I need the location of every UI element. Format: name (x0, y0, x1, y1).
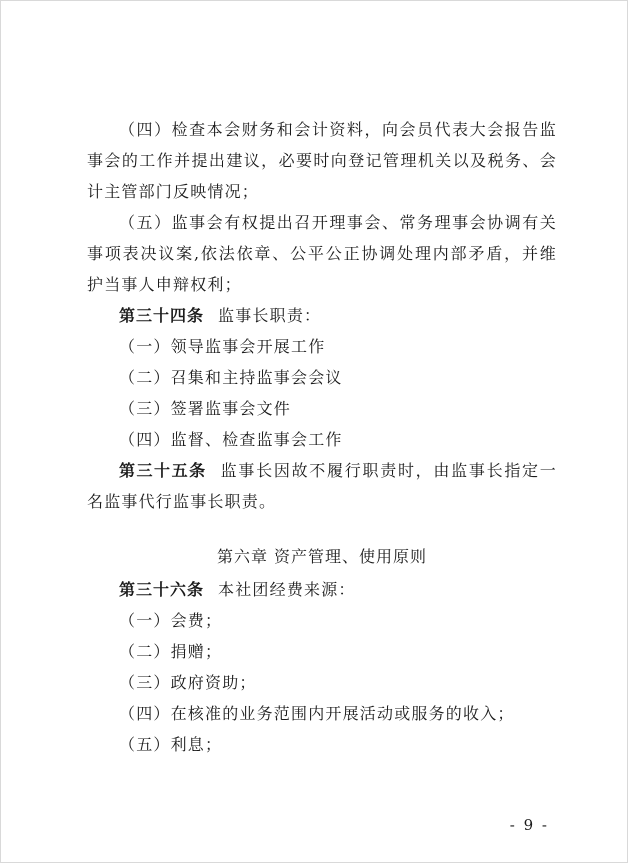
article-36 (87, 574, 557, 605)
clause-4-paragraph: （四）检查本会财务和会计资料，向会员代表大会报告监事会的工作并提出建议，必要时向登记管理机关以及税务、会计主管部门反映情况； (87, 120, 557, 201)
article-36-item: （五）利息； (119, 735, 223, 754)
chapter-6-title: 第六章 资产管理、使用原则 (216, 547, 428, 566)
article-35-text: 监事长因故不履行职责时，由监事长指定一名监事代行监事长职责。 (87, 461, 557, 511)
article-34-text: 监事长职责： (218, 306, 322, 325)
article-35-heading: 第三十五条 (119, 461, 207, 480)
article-36-item: （三）政府资助； (119, 673, 257, 692)
article-34-item: （四）监督、检查监事会工作 (119, 430, 343, 449)
article-36-item: （二）捐赠； (119, 642, 223, 661)
article-34-item: （三）签署监事会文件 (119, 399, 292, 418)
article-36-heading: 第三十六条 (119, 580, 205, 599)
article-36-item: （一）会费； (119, 611, 223, 630)
article-34-item: （一）领导监事会开展工作 (119, 337, 326, 356)
article-36-item: （四）在核准的业务范围内开展活动或服务的收入； (119, 704, 515, 723)
article-35 (87, 455, 557, 517)
article-36-text: 本社团经费来源： (218, 580, 356, 599)
article-34 (87, 300, 557, 331)
article-34-item: （二）召集和主持监事会会议 (119, 368, 343, 387)
article-34-heading: 第三十四条 (119, 306, 205, 325)
document-body (87, 114, 557, 760)
page-number: - 9 - (509, 816, 549, 834)
clause-5-paragraph: （五）监事会有权提出召开理事会、常务理事会协调有关事项表决议案,依法依章、公平公正协调处理内部矛盾，并维护当事人申辩权利； (87, 213, 557, 294)
